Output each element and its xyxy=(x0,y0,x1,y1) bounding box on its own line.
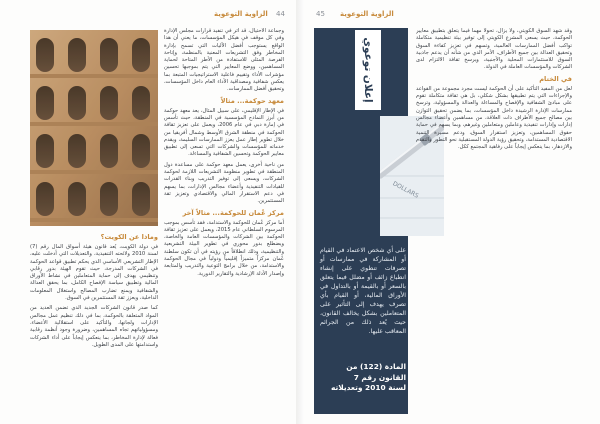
paragraph: من ناحية أخرى، يعمل معهد حوكمة على مساعدة دول المنطقة في تطوير منظومة التشريعات اللازمة لحوكمة الشركات، ويسعى إلى توفير التدريب وبناء القدرات للقيادات التنفيذية وأعضاء مجالس الإدارات، بما يسهم في دعم الاستقرار المالي والاقتصادي وتعزيز ثقة المستثمرين. xyxy=(164,161,284,205)
awareness-tab-label: إعلان توعوي xyxy=(362,37,374,103)
dollars-text: DOLLARS xyxy=(391,180,420,200)
heading-kuwait: وماذا عن الكويت؟ xyxy=(100,233,158,241)
right-section-title: الزاوية التوعوية xyxy=(340,10,394,18)
article-reference-line2: لسنة 2010 وتعديلاته xyxy=(331,383,406,392)
heading-oman-center: مركز عُمان للحوكمة... مثالاً آخر xyxy=(182,208,284,217)
paragraph: في دولة الكويت، يُعد قانون هيئة أسواق المال رقم (7) لسنة 2010 ولائحته التنفيذية، والتعديلات التي أدخلت عليه، الإطار التشريعي الأساسي الذي يحكم تطبيق قواعد الحوكمة في الشركات المدرجة، حيث تقوم الهيئة بدور رقابي وتنظيمي يهدف إلى حماية المتعاملين في نشاط الأوراق المالية وتطبيق سياسة الإفصاح الكامل، بما يحقق العدالة والشفافية ويمنع تضارب المصالح واستغلال المعلومات الداخلية، ويعزز ثقة المستثمرين في السوق. xyxy=(30,244,158,302)
building-illustration xyxy=(30,30,158,226)
paragraph: وجماعة الاحتيال، قد أثر في تنفيذ قرارات مجلس الإدارة وفي كل موقف في هيكل المؤسسات، ما يعني أن هذا الواقع يستوجب أفضل الآليات التي تسمح بإدارة المخاطر وفق التشريعات المعنية بالمنظمة، وإتاحة الفرصة المثلى للاستفادة من الأطر المتاحة لحماية المساهمين، ووضع المعايير التي يتم بموجبها تحسين مؤشرات الأداء وتقييم فاعلية الاستراتيجيات المتبعة بما يعكس شفافية ومصداقية الأداء العام داخل المؤسسات، وتحقيق أفضل الممارسات. xyxy=(164,28,284,93)
paragraph: أما مركز عُمان للحوكمة والاستدامة، فقد تأسس بموجب المرسوم السلطاني عام 2015، ويعمل على تعزيز ثقافة الحوكمة بين الشركات والمؤسسات العامة والخاصة، ويضطلع بدور محوري في تطوير البيئة التشريعية والتنظيمية، وذلك انطلاقاً من رؤيته في أن تكون سلطنة عُمان مركزاً متميزاً إقليمياً ودولياً في مجال الحوكمة والاستدامة، من خلال برامج التوعية والتدريب والمتابعة وإصدار الأدلة الإرشادية والتقارير الدورية. xyxy=(164,219,284,277)
paragraph: في الإطار الإقليمي، على سبيل المثال، يعد معهد حوكمة من أبرز النماذج المؤسسية في المنطقة، حيث تأسس في إمارة دبي في عام 2006، ويعمل على تعزيز ثقافة الحوكمة في منطقة الشرق الأوسط وشمال أفريقيا من خلال تطوير إطار عمل يعزز الممارسات السليمة، ويقدم خدماته للمؤسسات والشركات التي تسعى إلى تطبيق معايير الحوكمة وتحسين الشفافية والمساءلة. xyxy=(164,107,284,158)
left-page-column-right xyxy=(164,28,284,408)
paragraph: كما صدر قانون الشركات الجديد الذي تضمن العديد من المواد المتعلقة بالحوكمة، بما في ذلك تنظيم عمل مجالس الإدارات ولجانها، والتأكيد على استقلالية الأعضاء، ومسؤولياتهم تجاه المساهمين، وضرورة وجود أنظمة رقابية فعالة لإدارة المخاطر، بما ينعكس إيجاباً على أداء الشركات واستدامتها على المدى الطويل. xyxy=(30,305,158,348)
paragraph: لعل من المفيد التأكيد على أن الحوكمة ليست مجرد مجموعة من القواعد والإجراءات التي يتم تطبيقها بشكل شكلي، بل هي ثقافة متكاملة تقوم على مبادئ الشفافية والإفصاح والمساءلة والعدالة والمسؤولية، وترسخ ممارسات الإدارة الرشيدة داخل المؤسسات، بما يضمن تحقيق التوازن بين مصالح جميع الأطراف ذات العلاقة، من مساهمين وأعضاء مجالس إدارات وإدارات تنفيذية وعاملين ومتعاملين وغيرهم، وبما يسهم في حماية حقوق المساهمين، وتعزيز استقرار السوق، ودعم مسيرة التنمية الاقتصادية المستدامة، وتحقيق رؤية الدولة المستقبلية نحو التطور والتقدم والازدهار، بما ينعكس إيجاباً على رفاهية المجتمع ككل. xyxy=(416,85,572,151)
paragraph: وقد شهد السوق الكويتي، ولا يزال، تحولاً مهماً فيما يتعلق بتطبيق معايير الحوكمة، حيث يسعى المشرع الكويتي إلى توفير بيئة تنظيمية متكاملة تواكب أفضل الممارسات العالمية، وتسهم في تعزيز كفاءة السوق وتحقيق العدالة بين جميع الأطراف، الأمر الذي من شأنه أن يدعم جاذبية السوق للاستثمارات المحلية والأجنبية، ويرسخ ثقافة الالتزام لدى الشركات والمؤسسات العاملة في الدولة. xyxy=(416,28,572,71)
gutter-shadow xyxy=(296,0,304,424)
awareness-tab xyxy=(355,30,381,110)
heading-hawkamah: معهد حوكمة... مثالاً xyxy=(220,96,284,105)
right-page-column xyxy=(416,28,572,408)
left-section-title: الزاوية التوعوية xyxy=(214,10,268,18)
awareness-panel-body: على أي شخص الاعتماد في القيام أو المشاركة في ممارسات أو تصرفات تنطوي على إنشاء انطباع زائف أو مضلل فيما يتعلق بالسعر أو بالقيمة أو بالتداول في الأوراق المالية، أو القيام بأي تصرف يهدف إلى التأثير على المتعاملين بشكل يخالف القانون، حيث يُعد ذلك من الجرائم المعاقب عليها. xyxy=(320,247,406,335)
article-reference-line1: المادة (122) من القانون رقم 7 xyxy=(346,362,406,382)
left-page-column-left xyxy=(30,230,158,410)
building-photo xyxy=(30,30,158,226)
awareness-panel-title xyxy=(320,362,406,394)
heading-conclusion: في الختام xyxy=(539,74,572,83)
right-page-number: 45 xyxy=(316,10,325,18)
left-page-number: 44 xyxy=(276,10,285,18)
